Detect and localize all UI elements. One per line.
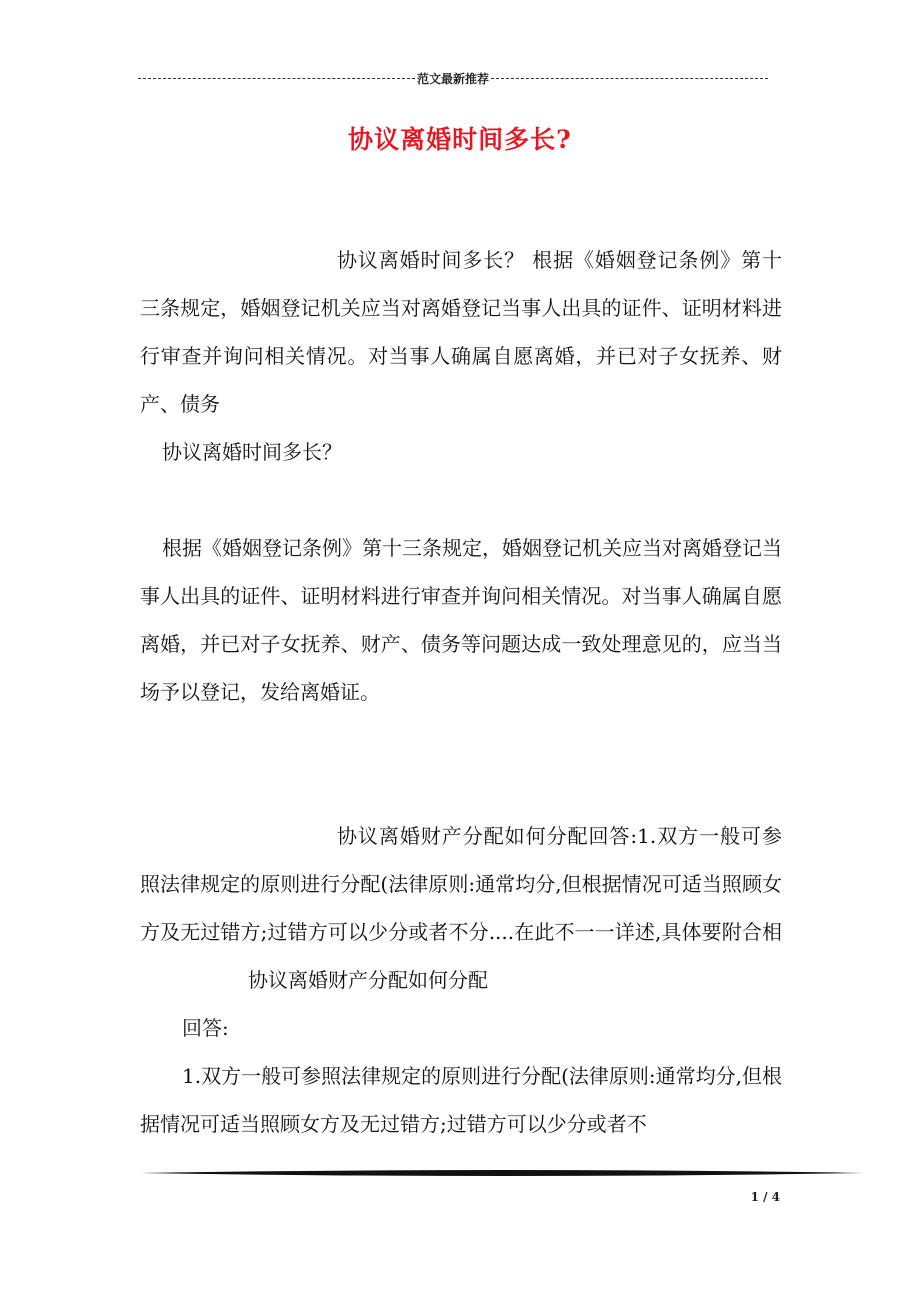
paragraph-4-heading: 协议离婚财产分配如何分配 [248,968,488,992]
document-body [140,236,782,1148]
header-dashes-right [491,78,768,79]
document-title: 协议离婚时间多长? [348,125,572,154]
paragraph-5: 回答: [182,1016,229,1040]
page-number: 1 / 4 [750,1190,780,1204]
paragraph-3: 根据《婚姻登记条例》第十三条规定，婚姻登记机关应当对离婚登记当事人出具的证件、证明材料进行审查并询问相关情况。对当事人确属自愿离婚，并已对子女抚养、财产、债务等问题达成一致处理意见的，应当当场予以登记，发给离婚证。 [140,536,782,704]
paragraph-spacer [140,716,782,812]
header-dashes-left [138,78,415,79]
paragraph-6: 1.双方一般可参照法律规定的原则进行分配(法律原则:通常均分,但根据情况可适当照顾女方及无过错方;过错方可以少分或者不 [140,1064,782,1136]
paragraph-4-text: 协议离婚财产分配如何分配回答:1.双方一般可参照法律规定的原则进行分配(法律原则:通常均分,但根据情况可适当照顾女方及无过错方;过错方可以少分或者不分....在此不一一详述,具体要附合相 [140,824,782,944]
paragraph-2: 协议离婚时间多长？ [162,440,342,464]
footer-rule [140,1168,864,1178]
paragraph-1: 协议离婚时间多长？ 根据《婚姻登记条例》第十三条规定，婚姻登记机关应当对离婚登记当事人出具的证件、证明材料进行审查并询问相关情况。对当事人确属自愿离婚，并已对子女抚养、财产、债务 [140,248,782,416]
page-header [138,68,768,88]
paragraph-4 [140,812,782,1004]
paragraph-spacer [140,476,782,524]
header-label: 范文最新推荐 [417,71,490,86]
